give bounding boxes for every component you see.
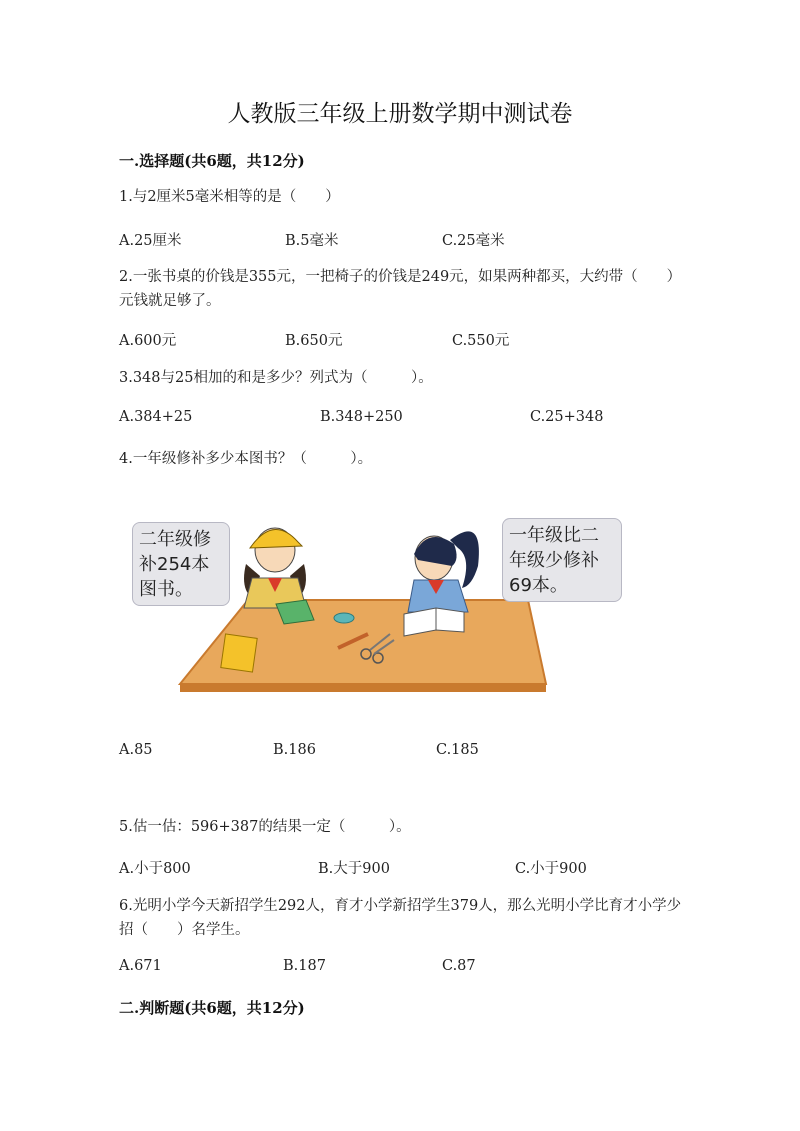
q2-option-a: A.600元 bbox=[119, 333, 177, 349]
q2-option-c: C.550元 bbox=[452, 333, 510, 349]
page-title: 人教版三年级上册数学期中测试卷 bbox=[227, 101, 573, 127]
q2-option-b: B.650元 bbox=[285, 333, 343, 349]
speech-bubble-left-line-1: 二年级修 bbox=[139, 529, 211, 550]
q6-option-a: A.671 bbox=[119, 958, 162, 974]
q4-option-b: B.186 bbox=[273, 742, 316, 758]
speech-bubble-left-line-3: 图书。 bbox=[139, 579, 193, 600]
q1-option-a: A.25厘米 bbox=[119, 233, 182, 249]
q4-option-a: A.85 bbox=[119, 742, 153, 758]
q5-option-b: B.大于900 bbox=[318, 861, 390, 877]
q3-option-a: A.384+25 bbox=[119, 409, 193, 425]
speech-bubble-right bbox=[502, 518, 622, 602]
speech-bubble-right-line-1: 一年级比二 bbox=[509, 525, 599, 546]
q3-option-c: C.25+348 bbox=[530, 409, 604, 425]
q6-option-b: B.187 bbox=[283, 958, 326, 974]
question-4-illustration bbox=[128, 508, 599, 696]
question-1: 1.与2厘米5毫米相等的是（ ） bbox=[119, 189, 340, 205]
speech-bubble-right-line-3: 69本。 bbox=[509, 575, 568, 596]
speech-bubble-left bbox=[132, 522, 230, 606]
section-heading-choice: 一.选择题(共6题，共12分) bbox=[119, 152, 305, 170]
question-4: 4.一年级修补多少本图书？（ ）。 bbox=[119, 451, 373, 467]
speech-bubble-left-line-2: 补254本 bbox=[139, 554, 210, 575]
question-2: 2.一张书桌的价钱是355元，一把椅子的价钱是249元，如果两种都买，大约带（ ）元钱就足够了。 bbox=[119, 269, 682, 309]
q1-option-c: C.25毫米 bbox=[442, 233, 505, 249]
q5-option-c: C.小于900 bbox=[515, 861, 587, 877]
q3-option-b: B.348+250 bbox=[320, 409, 403, 425]
speech-bubble-right-line-2: 年级少修补 bbox=[509, 550, 599, 571]
question-5: 5.估一估：596+387的结果一定（ ）。 bbox=[119, 819, 411, 835]
question-3: 3.348与25相加的和是多少？列式为（ ）。 bbox=[119, 370, 433, 386]
q5-option-a: A.小于800 bbox=[119, 861, 191, 877]
q1-option-b: B.5毫米 bbox=[285, 233, 339, 249]
q6-option-c: C.87 bbox=[442, 958, 476, 974]
question-6: 6.光明小学今天新招学生292人，育才小学新招学生379人，那么光明小学比育才小学少招（ ）名学生。 bbox=[119, 898, 682, 938]
section-heading-judgement: 二.判断题(共6题，共12分) bbox=[119, 999, 305, 1017]
q4-option-c: C.185 bbox=[436, 742, 479, 758]
